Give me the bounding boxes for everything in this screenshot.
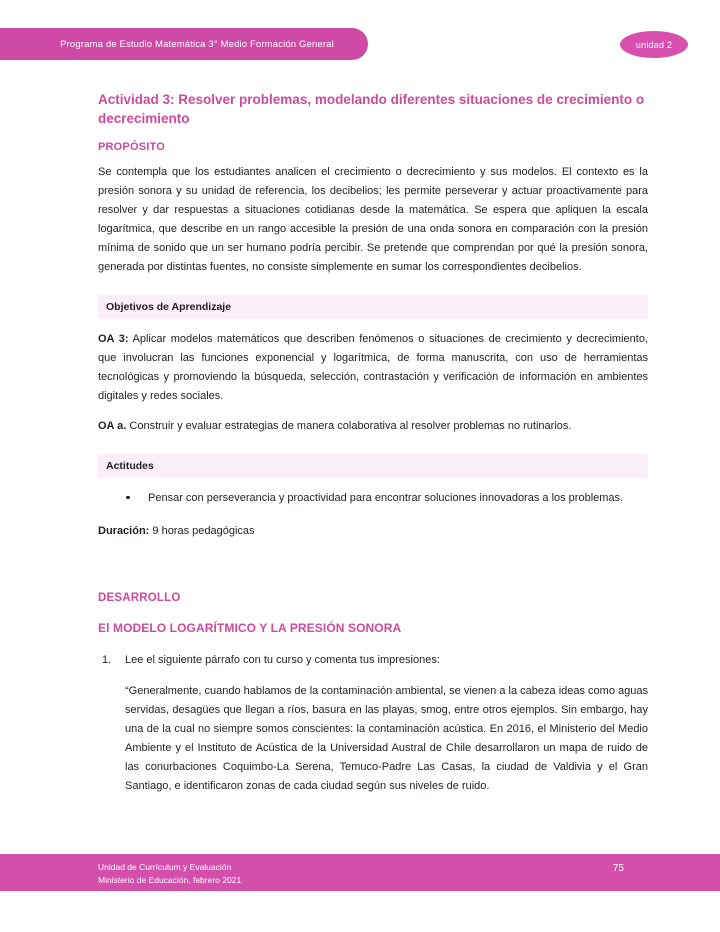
oa-lead: OA a. (98, 420, 127, 433)
step-number: 1. (102, 653, 112, 666)
duracion-line (98, 525, 648, 537)
step-text: Lee el siguiente párrafo con tu curso y comenta tus impresiones: (125, 653, 440, 666)
page-header (0, 0, 720, 70)
objetivos-section-label: Objetivos de Aprendizaje (106, 301, 232, 314)
duracion-lead: Duración: (98, 524, 150, 537)
program-banner-label: Programa de Estudio Matemática 3° Medio Formación General (60, 38, 334, 50)
page-number: 75 (612, 863, 624, 874)
program-banner (0, 28, 368, 60)
oa-lead: OA 3: (98, 333, 129, 346)
actitudes-section-bar (98, 454, 648, 478)
document-content (0, 70, 720, 796)
desarrollo-quote-paragraph: “Generalmente, cuando hablamos de la contaminación ambiental, se vienen a la cabeza ideas como aguas servidas, desagües que llegan a ríos, basura en las playas, smog, entre otros ejemplos. Sin embargo, hay una de la cual no siempre somos conscientes: la contaminación acústica. En 2016, el Ministerio del Medio Ambiente y el Instituto de Acústica de la Universidad Austral de Chile desarrollaron un mapa de ruido de las conurbaciones Coquimbo-La Serena, Temuco-Padre Las Casas, la ciudad de Valdivia y el Gran Santiago, e identificaron zonas de cada ciudad según sus niveles de ruido. (125, 684, 648, 792)
oa-text: Aplicar modelos matemáticos que describen fenómenos o situaciones de crecimiento y decrecimiento, que involucran las funciones exponencial y logarítmica, de forma manuscrita, con uso de herramientas tecnológicas y promoviendo la búsqueda, selección, contrastación y verificación de información en ambientes digitales y redes sociales. (98, 333, 648, 403)
list-item (126, 490, 648, 508)
list-item (98, 652, 648, 669)
actitud-text: Pensar con perseverancia y proactividad para encontrar soluciones innovadoras a los problemas. (148, 491, 624, 504)
activity-title: Actividad 3: Resolver problemas, modelando diferentes situaciones de crecimiento o decrecimiento (98, 92, 645, 127)
oa-item (98, 417, 648, 436)
oa-text: Construir y evaluar estrategias de manera colaborativa al resolver problemas no rutinarios. (126, 420, 572, 433)
footer-line-1: Unidad de Currículum y Evaluación (98, 862, 232, 872)
objetivos-section-bar (98, 295, 648, 319)
footer-line-2: Ministerio de Educación, febrero 2021 (98, 875, 242, 886)
footer-credits (98, 861, 241, 887)
unit-badge (620, 31, 688, 58)
unit-badge-label: unidad 2 (635, 39, 673, 50)
duracion-value: 9 horas pedagógicas (149, 524, 255, 537)
bullet-icon (126, 496, 130, 500)
desarrollo-steps-list (98, 652, 648, 669)
actitudes-list (98, 490, 648, 508)
desarrollo-subtopic-heading: El MODELO LOGARÍTMICO Y LA PRESIÓN SONORA (98, 620, 402, 635)
actitudes-section-label: Actitudes (106, 459, 154, 472)
proposito-paragraph: Se contempla que los estudiantes analicen el crecimiento o decrecimiento y sus modelos. El contexto es la presión sonora y su unidad de referencia, los decibelios; les permite perseverar y actuar proactivamente para resolver y dar respuestas a situaciones cotidianas desde la matemática. Se espera que apliquen la escala logarítmica, que describe en un rango accesible la presión de una onda sonora en comparación con la presión mínima de sonido que un ser humano podría percibir. Se pretende que comprendan por qué la presión sonora, generada por distintas fuentes, no consiste simplemente en sumar los correspondientes decibelios. (98, 166, 648, 274)
page-footer (0, 854, 720, 891)
proposito-heading: PROPÓSITO (98, 141, 165, 154)
desarrollo-heading: DESARROLLO (98, 591, 181, 604)
oa-item (98, 330, 648, 406)
